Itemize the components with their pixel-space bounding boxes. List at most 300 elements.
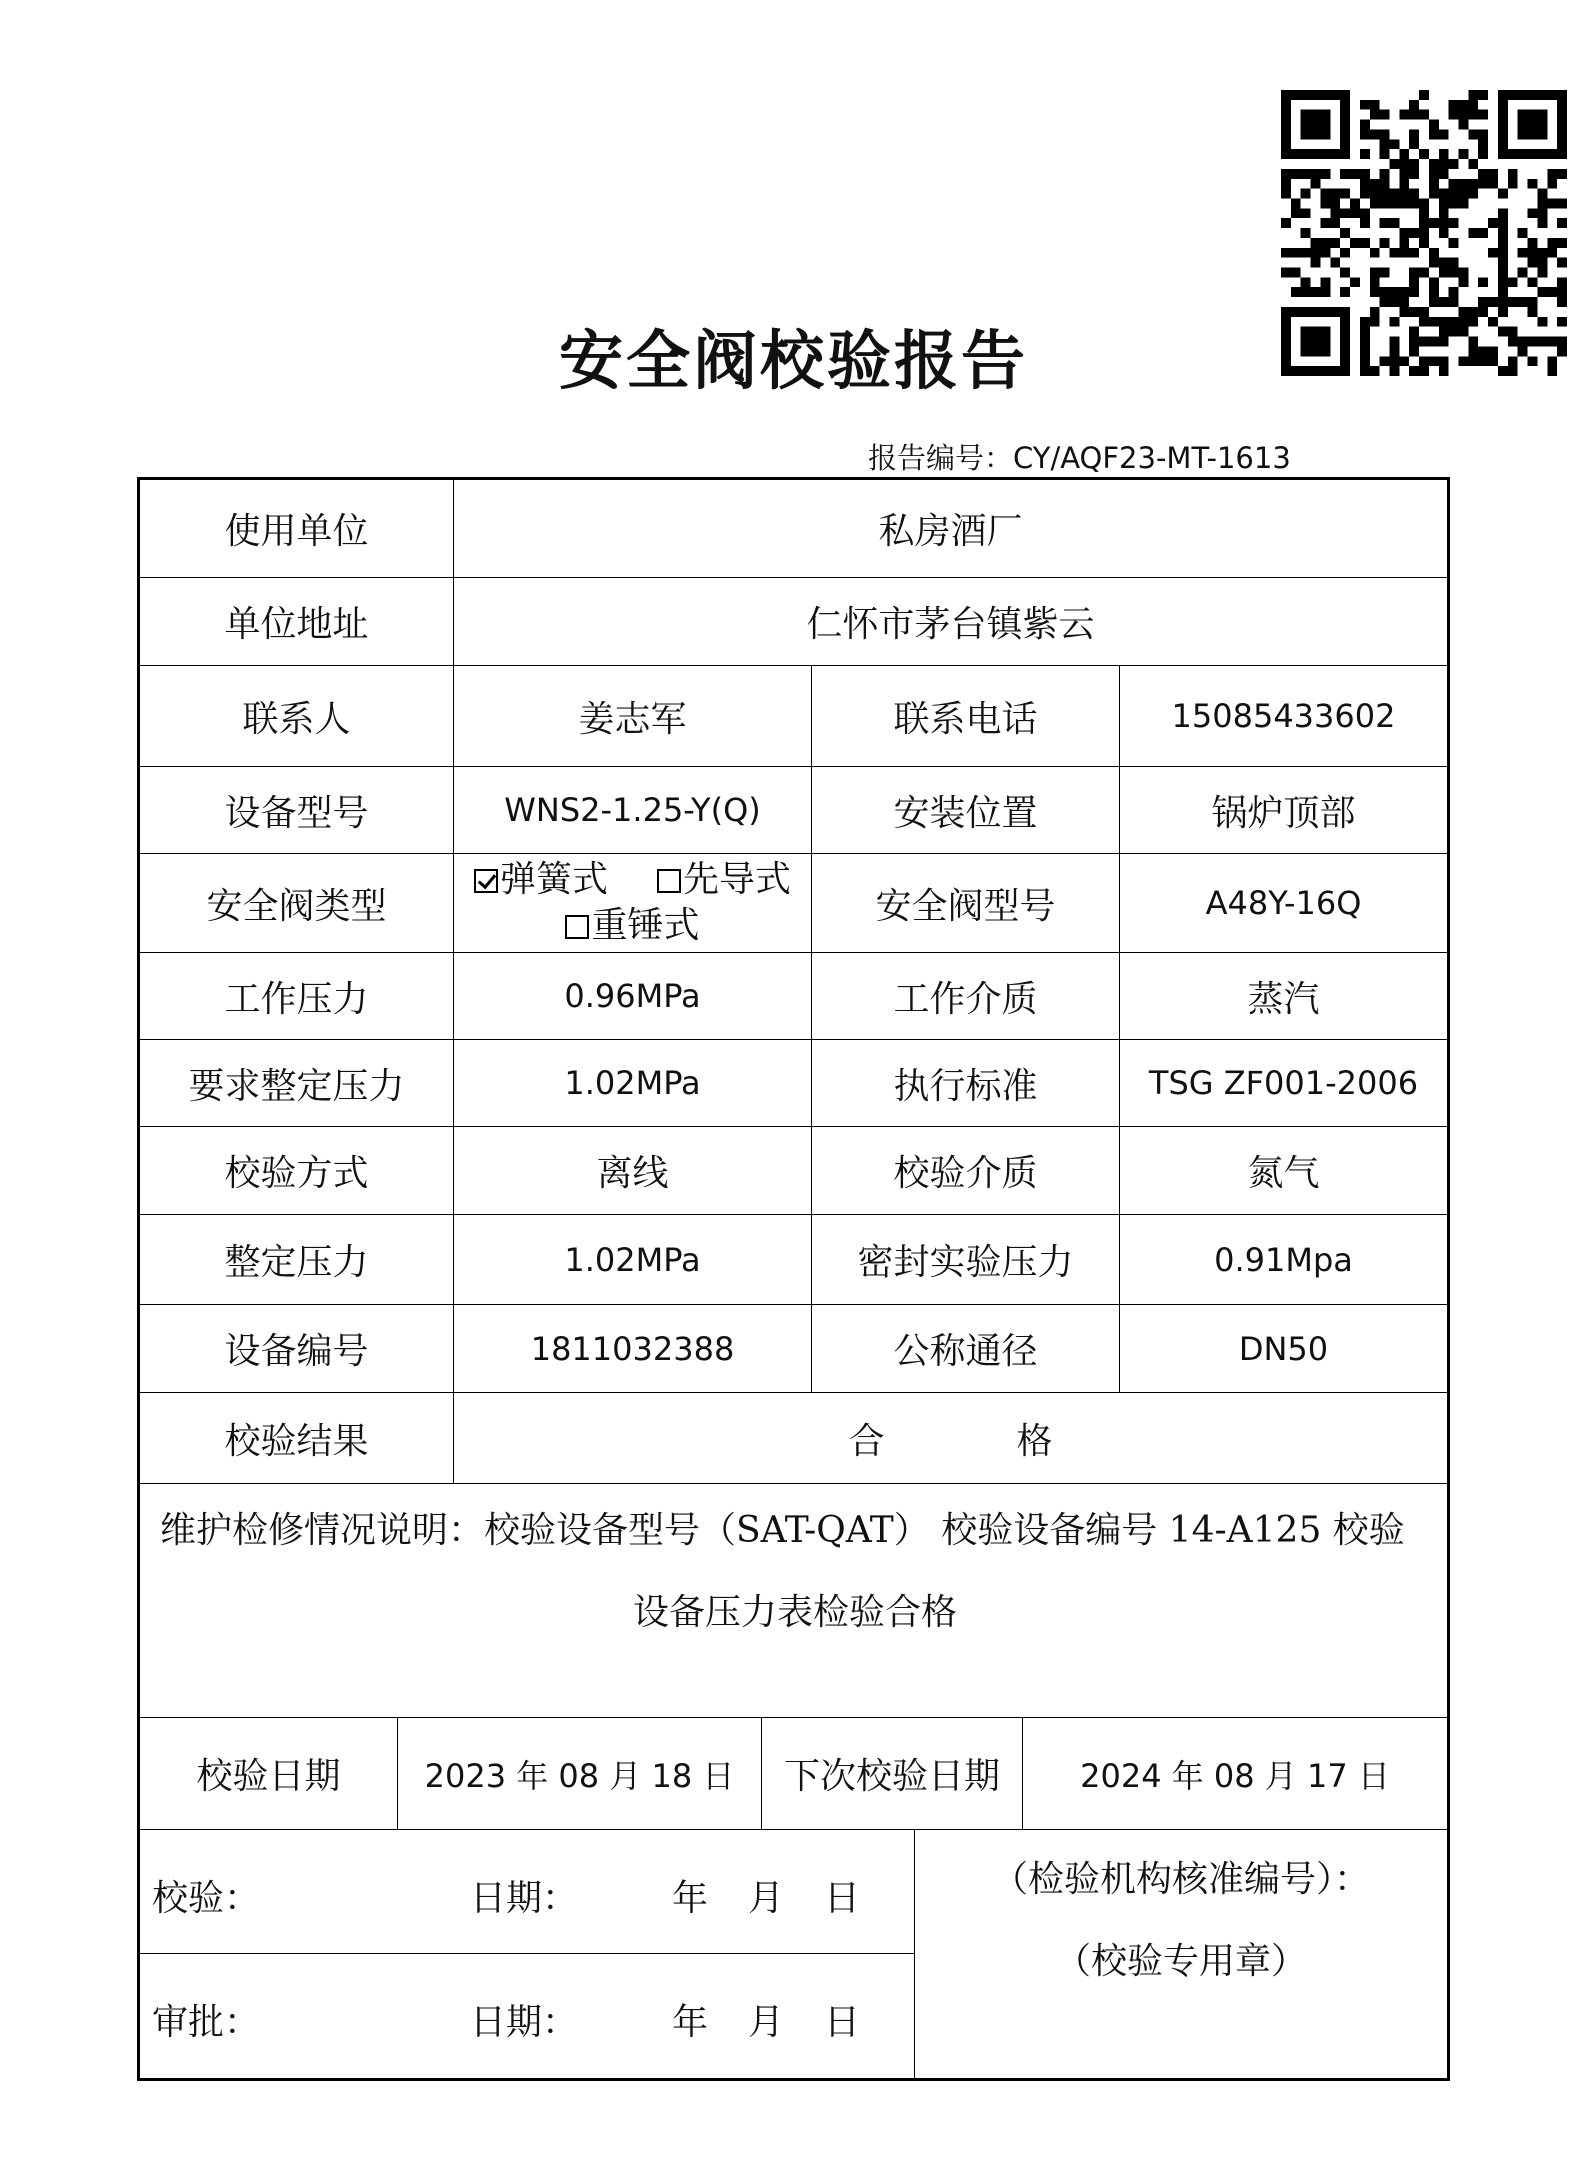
qr-module — [1439, 149, 1449, 159]
qr-module — [1320, 169, 1330, 179]
qr-module — [1389, 189, 1399, 199]
qr-module — [1429, 277, 1439, 287]
qr-module — [1340, 248, 1350, 258]
qr-module — [1281, 129, 1291, 139]
qr-module — [1409, 228, 1419, 238]
qr-module — [1537, 287, 1547, 297]
qr-module — [1547, 90, 1557, 100]
approver-label: 审批： — [152, 2002, 261, 2043]
qr-module — [1340, 228, 1350, 238]
qr-module — [1478, 228, 1488, 238]
qr-module — [1340, 120, 1350, 130]
qr-module — [1340, 189, 1350, 199]
qr-module — [1478, 139, 1488, 149]
qr-module — [1468, 189, 1478, 199]
qr-module — [1291, 248, 1301, 258]
qr-module — [1537, 120, 1547, 130]
qr-module — [1459, 110, 1469, 120]
qr-module — [1360, 129, 1370, 139]
qr-module — [1399, 179, 1409, 189]
inspector-date-label: 日期： — [470, 1878, 579, 1919]
row-divider — [137, 1829, 1450, 1830]
qr-module — [1547, 179, 1557, 189]
qr-module — [1380, 297, 1390, 307]
qr-module — [1370, 110, 1380, 120]
qr-module — [1419, 238, 1429, 248]
report-number: 报告编号：CY/AQF23-MT-1613 — [868, 441, 1291, 475]
qr-module — [1360, 149, 1370, 159]
qr-module — [1370, 268, 1380, 278]
qr-module — [1537, 208, 1547, 218]
qr-module — [1429, 120, 1439, 130]
valve-type-options — [454, 854, 811, 952]
qr-module — [1301, 189, 1311, 199]
qr-module — [1498, 139, 1508, 149]
qr-module — [1370, 287, 1380, 297]
qr-module — [1518, 248, 1528, 258]
qr-module — [1528, 277, 1538, 287]
label-valve-model: 安全阀型号 — [875, 885, 1056, 927]
qr-module — [1350, 238, 1360, 248]
pilot-checkbox[interactable] — [657, 869, 681, 893]
qr-module — [1459, 268, 1469, 278]
qr-module — [1281, 90, 1291, 100]
qr-module — [1449, 110, 1459, 120]
qr-module — [1449, 189, 1459, 199]
qr-module — [1419, 198, 1429, 208]
qr-module — [1419, 228, 1429, 238]
qr-module — [1301, 90, 1311, 100]
qr-module — [1301, 248, 1311, 258]
qr-module — [1311, 287, 1321, 297]
qr-module — [1281, 139, 1291, 149]
qr-module — [1449, 238, 1459, 248]
spring-option-label: 弹簧式 — [500, 859, 609, 900]
qr-module — [1528, 110, 1538, 120]
qr-module — [1291, 198, 1301, 208]
qr-module — [1409, 100, 1419, 110]
qr-module — [1498, 90, 1508, 100]
qr-module — [1498, 297, 1508, 307]
qr-module — [1537, 110, 1547, 120]
valve-type-line-1 — [474, 857, 791, 903]
qr-module — [1340, 90, 1350, 100]
qr-module — [1330, 149, 1340, 159]
approver-month: 月 — [748, 2002, 785, 2043]
qr-module — [1291, 149, 1301, 159]
qr-module — [1389, 297, 1399, 307]
qr-module — [1380, 287, 1390, 297]
result-char-1: 合 — [848, 1420, 885, 1462]
qr-module — [1528, 129, 1538, 139]
qr-module — [1557, 110, 1567, 120]
qr-module — [1537, 218, 1547, 228]
qr-module — [1478, 129, 1488, 139]
qr-module — [1330, 258, 1340, 268]
qr-module — [1518, 228, 1528, 238]
qr-module — [1498, 238, 1508, 248]
qr-module — [1528, 90, 1538, 100]
value-set-pressure: 1.02MPa — [564, 1240, 701, 1279]
qr-module — [1311, 149, 1321, 159]
inspector-label: 校验： — [152, 1878, 261, 1919]
spring-checkbox[interactable] — [474, 869, 498, 893]
maintenance-line-1: 维护检修情况说明：校验设备型号（SAT-QAT） 校验设备编号 14-A125 校验 — [160, 1510, 1405, 1551]
qr-module — [1468, 159, 1478, 169]
qr-module — [1459, 100, 1469, 110]
qr-module — [1399, 189, 1409, 199]
qr-module — [1547, 248, 1557, 258]
qr-module — [1439, 208, 1449, 218]
qr-module — [1380, 198, 1390, 208]
qr-module — [1478, 110, 1488, 120]
qr-module — [1311, 248, 1321, 258]
qr-module — [1340, 287, 1350, 297]
qr-module — [1547, 149, 1557, 159]
qr-module — [1508, 297, 1518, 307]
qr-module — [1409, 198, 1419, 208]
qr-module — [1281, 218, 1291, 228]
qr-module — [1399, 287, 1409, 297]
qr-module — [1419, 218, 1429, 228]
qr-module — [1291, 169, 1301, 179]
qr-module — [1459, 277, 1469, 287]
qr-module — [1439, 189, 1449, 199]
qr-module — [1449, 179, 1459, 189]
qr-module — [1498, 258, 1508, 268]
qr-module — [1311, 169, 1321, 179]
qr-module — [1301, 287, 1311, 297]
qr-module — [1478, 169, 1488, 179]
inspection-seal: （校验专用章） — [1054, 1940, 1307, 1982]
qr-module — [1281, 268, 1291, 278]
qr-module — [1459, 179, 1469, 189]
qr-module — [1488, 179, 1498, 189]
qr-module — [1380, 129, 1390, 139]
qr-module — [1320, 110, 1330, 120]
weight-option-label: 重锤式 — [591, 905, 700, 946]
qr-module — [1301, 169, 1311, 179]
qr-module — [1340, 149, 1350, 159]
qr-module — [1340, 139, 1350, 149]
approver-year: 年 — [672, 2002, 709, 2043]
row-divider — [137, 1483, 1450, 1484]
label-next-check-date: 下次校验日期 — [783, 1756, 1000, 1797]
qr-module — [1350, 169, 1360, 179]
qr-module — [1557, 120, 1567, 130]
qr-module — [1399, 149, 1409, 159]
qr-module — [1330, 218, 1340, 228]
qr-module — [1439, 297, 1449, 307]
qr-module — [1478, 297, 1488, 307]
value-check-method: 离线 — [596, 1153, 669, 1194]
qr-module — [1389, 139, 1399, 149]
qr-module — [1508, 90, 1518, 100]
qr-module — [1281, 120, 1291, 130]
qr-module — [1320, 277, 1330, 287]
qr-module — [1459, 198, 1469, 208]
qr-module — [1488, 248, 1498, 258]
qr-module — [1498, 268, 1508, 278]
value-equipment-model: WNS2-1.25-Y(Q) — [504, 791, 761, 829]
qr-module — [1340, 129, 1350, 139]
qr-module — [1291, 208, 1301, 218]
qr-module — [1360, 179, 1370, 189]
qr-module — [1350, 208, 1360, 218]
label-contact: 联系人 — [242, 698, 351, 740]
valve-type-line-2 — [565, 903, 699, 949]
qr-module — [1528, 208, 1538, 218]
qr-module — [1547, 238, 1557, 248]
qr-module — [1557, 238, 1567, 248]
approver-day: 日 — [824, 2002, 861, 2043]
qr-module — [1399, 198, 1409, 208]
qr-module — [1459, 149, 1469, 159]
qr-module — [1320, 120, 1330, 130]
qr-module — [1380, 218, 1390, 228]
qr-module — [1291, 268, 1301, 278]
qr-module — [1518, 149, 1528, 159]
qr-module — [1439, 228, 1449, 238]
qr-module — [1311, 110, 1321, 120]
value-equipment-number: 1811032388 — [530, 1329, 735, 1368]
value-working-medium: 蒸汽 — [1247, 978, 1320, 1020]
qr-module — [1449, 258, 1459, 268]
qr-module — [1370, 277, 1380, 287]
qr-module — [1449, 297, 1459, 307]
qr-module — [1449, 268, 1459, 278]
qr-module — [1528, 297, 1538, 307]
qr-module — [1281, 189, 1291, 199]
qr-module — [1389, 218, 1399, 228]
qr-module — [1518, 110, 1528, 120]
qr-module — [1330, 189, 1340, 199]
qr-module — [1360, 189, 1370, 199]
qr-module — [1360, 120, 1370, 130]
qr-module — [1301, 208, 1311, 218]
qr-module — [1281, 110, 1291, 120]
qr-module — [1557, 218, 1567, 228]
qr-module — [1320, 287, 1330, 297]
qr-module — [1557, 90, 1567, 100]
qr-module — [1419, 268, 1429, 278]
qr-module — [1518, 297, 1528, 307]
label-working-medium: 工作介质 — [893, 978, 1038, 1020]
qr-module — [1419, 90, 1429, 100]
label-valve-type: 安全阀类型 — [206, 885, 387, 927]
qr-module — [1320, 149, 1330, 159]
qr-module — [1291, 287, 1301, 297]
value-unit-address: 仁怀市茅台镇紫云 — [806, 604, 1095, 645]
qr-module — [1370, 189, 1380, 199]
qr-module — [1498, 149, 1508, 159]
qr-module — [1439, 169, 1449, 179]
qr-module — [1557, 129, 1567, 139]
qr-module — [1301, 149, 1311, 159]
qr-module — [1380, 179, 1390, 189]
value-standard: TSG ZF001-2006 — [1148, 1064, 1419, 1102]
qr-module — [1311, 238, 1321, 248]
qr-module — [1537, 90, 1547, 100]
qr-module — [1380, 110, 1390, 120]
qr-module — [1340, 208, 1350, 218]
qr-module — [1498, 287, 1508, 297]
qr-module — [1370, 100, 1380, 110]
qr-module — [1478, 179, 1488, 189]
qr-module — [1478, 149, 1488, 159]
label-standard: 执行标准 — [893, 1065, 1038, 1107]
qr-module — [1370, 248, 1380, 258]
label-required-set-pressure: 要求整定压力 — [188, 1065, 405, 1107]
qr-module — [1281, 179, 1291, 189]
value-contact-phone: 15085433602 — [1171, 697, 1396, 735]
qr-module — [1439, 218, 1449, 228]
qr-module — [1488, 297, 1498, 307]
value-install-location: 锅炉顶部 — [1211, 792, 1356, 834]
qr-module — [1360, 169, 1370, 179]
value-contact: 姜志军 — [578, 698, 687, 740]
qr-module — [1508, 149, 1518, 159]
qr-module — [1518, 120, 1528, 130]
qr-module — [1389, 287, 1399, 297]
qr-module — [1557, 297, 1567, 307]
qr-module — [1399, 169, 1409, 179]
qr-module — [1468, 129, 1478, 139]
label-user-unit: 使用单位 — [224, 511, 369, 552]
report-title: 安全阀校验报告 — [559, 324, 1028, 399]
value-check-result — [454, 1393, 1447, 1483]
qr-module — [1439, 159, 1449, 169]
qr-module — [1399, 248, 1409, 258]
qr-module — [1429, 159, 1439, 169]
qr-module — [1320, 189, 1330, 199]
qr-module — [1468, 179, 1478, 189]
qr-module — [1508, 277, 1518, 287]
qr-module — [1508, 169, 1518, 179]
qr-module — [1360, 238, 1370, 248]
label-check-result: 校验结果 — [224, 1420, 369, 1462]
qr-module — [1419, 208, 1429, 218]
qr-module — [1340, 100, 1350, 110]
qr-module — [1528, 179, 1538, 189]
qr-module — [1320, 129, 1330, 139]
inspector-day: 日 — [824, 1878, 861, 1919]
qr-module — [1429, 189, 1439, 199]
value-user-unit: 私房酒厂 — [878, 511, 1023, 552]
qr-module — [1380, 238, 1390, 248]
qr-module — [1380, 169, 1390, 179]
maintenance-line-2: 设备压力表检验合格 — [632, 1592, 957, 1633]
label-check-method: 校验方式 — [224, 1153, 369, 1194]
qr-module — [1557, 149, 1567, 159]
qr-module — [1409, 189, 1419, 199]
label-equipment-number: 设备编号 — [224, 1331, 369, 1372]
qr-module — [1320, 238, 1330, 248]
qr-module — [1488, 218, 1498, 228]
qr-module — [1380, 149, 1390, 159]
qr-module — [1518, 129, 1528, 139]
qr-module — [1281, 248, 1291, 258]
label-working-pressure: 工作压力 — [224, 978, 369, 1020]
qr-module — [1537, 149, 1547, 159]
inspector-month: 月 — [748, 1878, 785, 1919]
qr-module — [1330, 90, 1340, 100]
qr-module — [1429, 287, 1439, 297]
qr-module — [1439, 198, 1449, 208]
qr-module — [1537, 268, 1547, 278]
qr-module — [1429, 179, 1439, 189]
qr-module — [1468, 110, 1478, 120]
qr-module — [1281, 169, 1291, 179]
qr-module — [1557, 258, 1567, 268]
weight-checkbox[interactable] — [565, 915, 589, 939]
qr-module — [1498, 218, 1508, 228]
value-required-set-pressure: 1.02MPa — [564, 1064, 701, 1102]
maintenance-note — [150, 1490, 1440, 1654]
qr-module — [1429, 248, 1439, 258]
qr-module — [1311, 179, 1321, 189]
qr-module — [1528, 258, 1538, 268]
qr-module — [1340, 169, 1350, 179]
inspector-year: 年 — [672, 1878, 709, 1919]
qr-module — [1360, 218, 1370, 228]
qr-module — [1547, 287, 1557, 297]
qr-module — [1459, 189, 1469, 199]
qr-module — [1399, 297, 1409, 307]
qr-module — [1409, 139, 1419, 149]
qr-module — [1547, 169, 1557, 179]
label-check-medium: 校验介质 — [893, 1153, 1038, 1194]
value-working-pressure: 0.96MPa — [564, 977, 701, 1015]
qr-module — [1350, 198, 1360, 208]
org-approval-number: （检验机构核准编号）： — [991, 1858, 1370, 1900]
qr-module — [1498, 120, 1508, 130]
qr-module — [1409, 287, 1419, 297]
qr-module — [1449, 100, 1459, 110]
qr-module — [1330, 208, 1340, 218]
qr-module — [1301, 228, 1311, 238]
qr-module — [1498, 189, 1508, 199]
label-nominal-diameter: 公称通径 — [893, 1331, 1038, 1372]
label-seal-test-pressure: 密封实验压力 — [857, 1242, 1074, 1283]
qr-module — [1409, 159, 1419, 169]
qr-module — [1399, 238, 1409, 248]
qr-module — [1399, 159, 1409, 169]
qr-module — [1389, 248, 1399, 258]
qr-module — [1518, 268, 1528, 278]
qr-module — [1528, 248, 1538, 258]
qr-module — [1459, 120, 1469, 130]
qr-module — [1439, 258, 1449, 268]
qr-module — [1429, 258, 1439, 268]
qr-module — [1557, 100, 1567, 110]
qr-module — [1370, 129, 1380, 139]
qr-module — [1409, 129, 1419, 139]
qr-module — [1301, 120, 1311, 130]
qr-module — [1311, 129, 1321, 139]
qr-module — [1557, 139, 1567, 149]
qr-module — [1380, 139, 1390, 149]
qr-module — [1301, 277, 1311, 287]
qr-module — [1557, 198, 1567, 208]
qr-module — [1449, 218, 1459, 228]
qr-module — [1301, 129, 1311, 139]
qr-module — [1528, 149, 1538, 159]
value-check-date: 2023 年 08 月 18 日 — [424, 1756, 735, 1795]
qr-module — [1380, 189, 1390, 199]
qr-module — [1537, 258, 1547, 268]
qr-module — [1330, 238, 1340, 248]
